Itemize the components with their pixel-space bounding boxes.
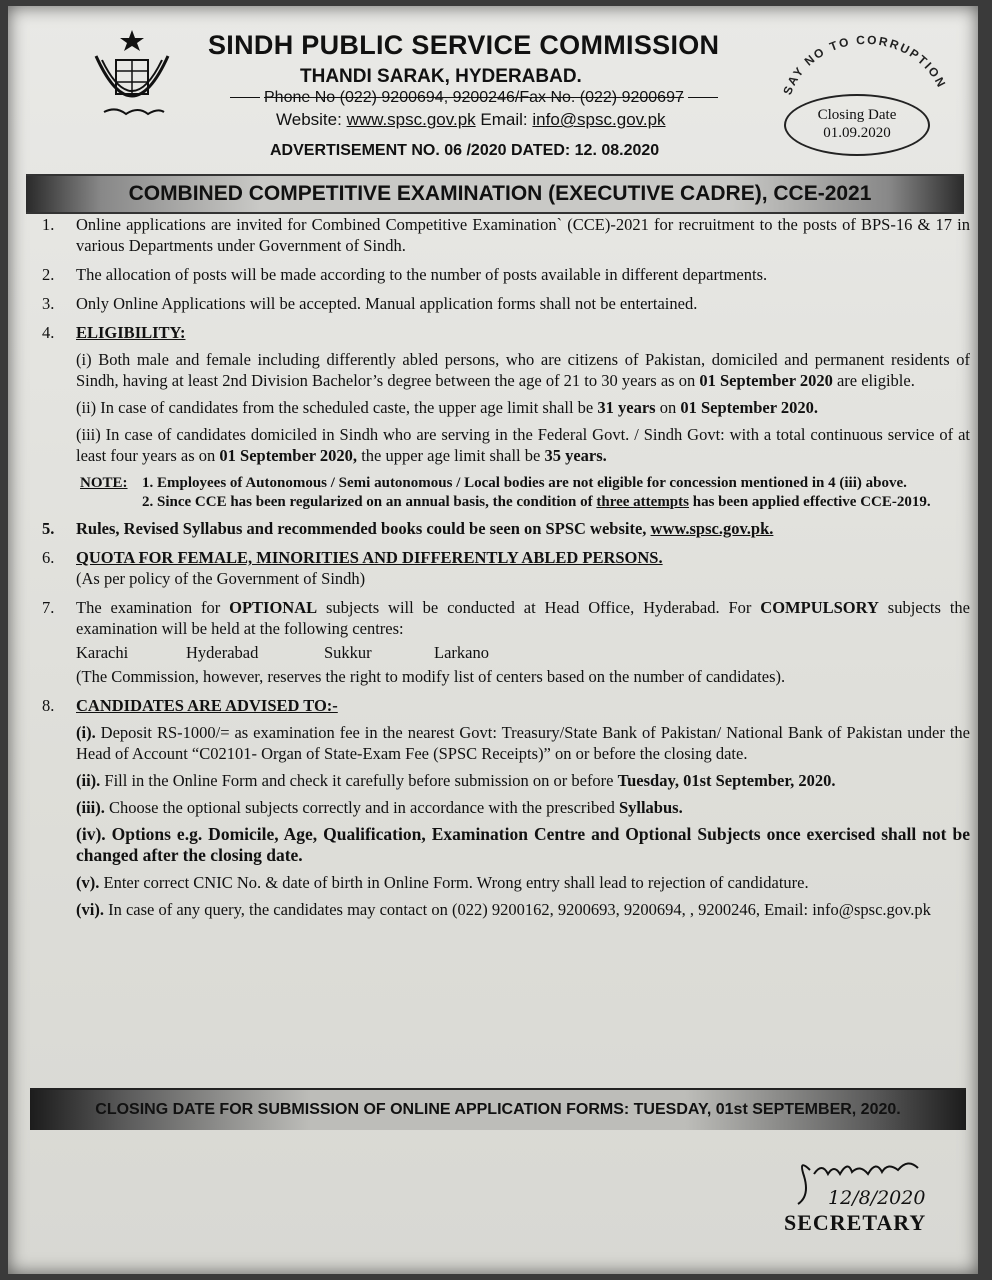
advertisement-number: ADVERTISEMENT NO. 06 /2020 DATED: 12. 08.2020 (270, 142, 660, 159)
clause-7-centres: 7. The examination for OPTIONAL subjects will be conducted at Head Office, Hyderabad. For COMPULSORY subjects the examination will be held at the following centres: Karachi Hyderabad Sukkur Larkano (The Commission, however, reserves the right to modify list of centers based on the number of candidates). (42, 598, 970, 686)
closing-date-footer (30, 1088, 966, 1130)
phone-line (226, 89, 766, 107)
closing-date-text: CLOSING DATE FOR SUBMISSION OF ONLINE APPLICATION FORMS: TUESDAY, 01st SEPTEMBER, 2020. (95, 1101, 901, 1118)
commission-address: THANDI SARAK, HYDERABAD. (300, 66, 582, 87)
clause-5: 5. Rules, Revised Syllabus and recommended books could be seen on SPSC website, www.spsc.gov.pk. (42, 519, 774, 538)
eligibility-i: (i) Both male and female including differently abled persons, who are citizens of Pakistan, domiciled and permanent residents of Sindh, having at least 2nd Division Bachelor’s degree between the age of 21 to 30 years as on 01 September 2020 are eligible. (76, 350, 970, 390)
centre-larkano: Larkano (434, 643, 489, 662)
note-1: 1. Employees of Autonomous / Semi autonomous / Local bodies are not eligible for concession mentioned in 4 (iii) above. (142, 475, 907, 491)
advice-v: (v). Enter correct CNIC No. & date of birth in Online Form. Wrong entry shall lead to rejection of candidature. (76, 873, 809, 892)
spsc-emblem-icon (86, 26, 178, 126)
eligibility-iii: (iii) In case of candidates domiciled in Sindh who are serving in the Federal Govt. / Sindh Govt: with a total continuous service of at least four years as on 01 September 2020, the upper age limit shall be 35 years. (76, 425, 970, 465)
centre-karachi: Karachi (76, 643, 129, 662)
quota-heading: QUOTA FOR FEMALE, MINORITIES AND DIFFERENTLY ABLED PERSONS. (76, 548, 663, 567)
exam-title: COMBINED COMPETITIVE EXAMINATION (EXECUTIVE CADRE), CCE-2021 (128, 182, 872, 205)
closing-date-stamp (784, 94, 930, 156)
exam-banner (26, 174, 964, 214)
advice-heading: CANDIDATES ARE ADVISED TO:- (76, 696, 338, 715)
quota-policy: (As per policy of the Government of Sindh) (76, 569, 366, 588)
clause-1: 1. Online applications are invited for Combined Competitive Examination` (CCE)-2021 for recruitment to the posts of BPS-16 & 17 in various Departments under Government of Sindh. (42, 215, 970, 255)
centre-sukkur: Sukkur (324, 643, 372, 662)
eligibility-ii: (ii) In case of candidates from the scheduled caste, the upper age limit shall be 31 years on 01 September 2020. (76, 398, 818, 417)
syllabus-link[interactable]: www.spsc.gov.pk. (650, 519, 774, 538)
website-line: Website: www.spsc.gov.pk Email: info@spsc.gov.pk (276, 110, 666, 129)
clause-8-advice: 8. CANDIDATES ARE ADVISED TO:- (i). Deposit RS-1000/= as examination fee in the nearest Govt: Treasury/State Bank of Pakistan/ National Bank of Pakistan under the Head of Account “C02101- Organ of State-Exam Fee (SPSC Receipts)” on or before the closing date. (ii). Fill in the Online Form and check it carefully before submission on or before Tuesday, 01st September, 2020. (iii). Choose the optional subjects correctly and in accordance with the prescribed Syllabus. (iv). Options e.g. Domicile, Age, Qualification, Examination Centre and Optional Subjects once exercised shall not be changed after the closing date. (v). Enter correct CNIC No. & date of birth in Online Form. Wrong entry shall lead to rejection of candidature. (vi). In case of any query, the candidates may contact on (022) 9200162, 9200693, 9200694, , 9200246, Email: info@spsc.gov.pk (42, 696, 970, 919)
clause-3: 3. Only Online Applications will be accepted. Manual application forms shall not be entertained. (42, 294, 698, 313)
advertisement-body (38, 214, 970, 928)
website-link[interactable]: www.spsc.gov.pk (346, 110, 476, 129)
svg-text:12/8/2020: 12/8/2020 (828, 1187, 926, 1209)
centres-note: (The Commission, however, reserves the right to modify list of centers based on the number of candidates). (76, 667, 786, 686)
centre-hyderabad: Hyderabad (186, 643, 259, 662)
clause-6-quota: 6. QUOTA FOR FEMALE, MINORITIES AND DIFFERENTLY ABLED PERSONS. (As per policy of the Government of Sindh) (38, 547, 970, 589)
advice-vi: (vi). In case of any query, the candidates may contact on (022) 9200162, 9200693, 9200694, , 9200246, Email: info@spsc.gov.pk (76, 900, 931, 919)
secretary-title: SECRETARY (784, 1210, 927, 1235)
exam-centres-list (76, 642, 970, 663)
advice-ii: (ii). Fill in the Online Form and check it carefully before submission on or before Tuesday, 01st September, 2020. (76, 771, 836, 790)
svg-text:SAY NO TO CORRUPTION: SAY NO TO CORRUPTION (780, 32, 950, 97)
note-2: 2. Since CCE has been regularized on an annual basis, the condition of three attempts has been applied effective CCE-2019. (142, 494, 931, 510)
advice-i: (i). Deposit RS-1000/= as examination fee in the nearest Govt: Treasury/State Bank of Pakistan/ National Bank of Pakistan under the Head of Account “C02101- Organ of State-Exam Fee (SPSC Receipts)” on or before the closing date. (76, 723, 970, 763)
closing-date-label: Closing Date (817, 107, 897, 123)
phone-fax: Phone No (022) 9200694, 9200246/Fax No. (022) 9200697 (264, 89, 684, 106)
clause-4-eligibility: 4. ELIGIBILITY: (i) Both male and female including differently abled persons, who are citizens of Pakistan, domiciled and permanent residents of Sindh, having at least 2nd Division Bachelor’s degree between the age of 21 to 30 years as on 01 September 2020 are eligible. (ii) In case of candidates from the scheduled caste, the upper age limit shall be 31 years on 01 September 2020. (iii) In case of candidates domiciled in Sindh who are serving in the Federal Govt. / Sindh Govt: with a total continuous service of at least four years as on 01 September 2020, the upper age limit shall be 35 years. (42, 323, 970, 465)
eligibility-heading: ELIGIBILITY: (76, 323, 186, 342)
advertisement-page (8, 6, 978, 1274)
closing-date-value: 01.09.2020 (823, 125, 891, 141)
advice-iv: (iv). Options e.g. Domicile, Age, Qualification, Examination Centre and Optional Subjects once exercised shall not be changed after the closing date. (76, 824, 970, 865)
advice-iii: (iii). Choose the optional subjects correctly and in accordance with the prescribed Syllabus. (76, 798, 683, 817)
clause-2: 2. The allocation of posts will be made according to the number of posts available in different departments. (42, 265, 768, 284)
eligibility-note: NOTE: 1. Employees of Autonomous / Semi autonomous / Local bodies are not eligible for concession mentioned in 4 (iii) above. 2. Since CCE has been regularized on an annual basis, the condition of three attempts has been applied effective CCE-2019. (38, 474, 970, 512)
commission-title: SINDH PUBLIC SERVICE COMMISSION (208, 30, 720, 60)
email-link[interactable]: info@spsc.gov.pk (532, 110, 666, 129)
